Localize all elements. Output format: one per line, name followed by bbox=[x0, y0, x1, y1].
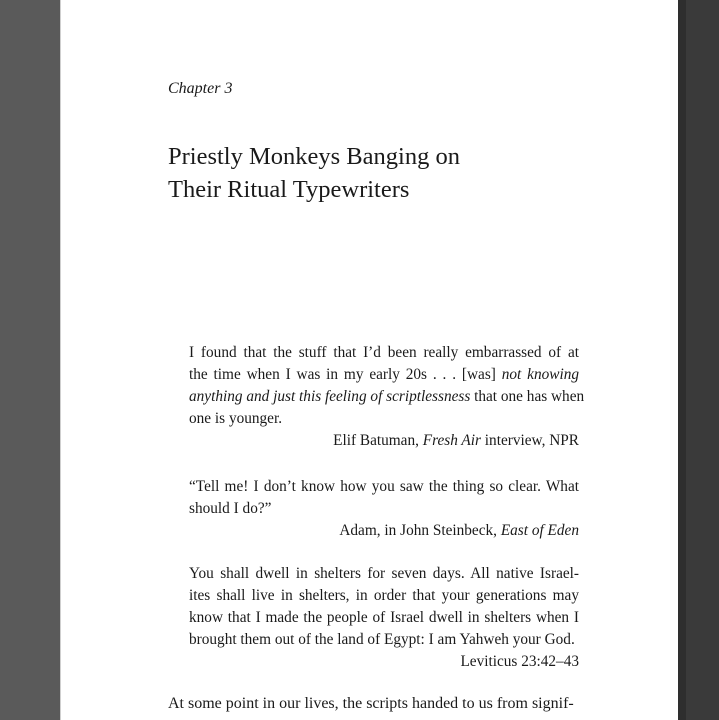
epigraph-line: ites shall live in shelters, in order that your generations may bbox=[189, 587, 579, 604]
body-paragraph-first-line: At some point in our lives, the scripts handed to us from signif- bbox=[168, 695, 574, 712]
epigraph-text: that one has when bbox=[470, 388, 585, 405]
epigraph-line: I found that the stuff that I’d been really embarrassed of at bbox=[189, 344, 579, 361]
epigraph-batuman bbox=[189, 342, 585, 452]
chapter-label: Chapter 3 bbox=[168, 80, 233, 97]
epigraph-line: “Tell me! I don’t know how you saw the thing so clear. What bbox=[189, 478, 579, 495]
attribution-text: Elif Batuman, bbox=[333, 432, 423, 449]
chapter-title-line-2: Their Ritual Typewriters bbox=[168, 176, 410, 203]
epigraph-line: should I do?” bbox=[189, 500, 272, 517]
book-page bbox=[60, 0, 679, 720]
attribution-italic: Fresh Air bbox=[422, 432, 481, 449]
attribution-italic: East of Eden bbox=[500, 522, 579, 539]
epigraph-line: one is younger. bbox=[189, 410, 283, 427]
page-edge-shadow bbox=[678, 0, 686, 720]
epigraph-attribution bbox=[189, 520, 579, 542]
epigraph-italic-text: not knowing bbox=[501, 366, 579, 383]
epigraph-line bbox=[189, 386, 585, 408]
viewer-side-panel bbox=[686, 0, 719, 720]
epigraph-line: know that I made the people of Israel dwell in shelters when I bbox=[189, 609, 579, 626]
epigraph-text: the time when I was in my early 20s . . . [was] bbox=[189, 366, 502, 383]
epigraph-leviticus bbox=[189, 563, 579, 673]
epigraph-steinbeck bbox=[189, 476, 579, 542]
attribution-text: interview, NPR bbox=[480, 432, 579, 449]
epigraph-italic-text: anything and just this feeling of scriptlessness bbox=[189, 388, 471, 405]
epigraph-attribution: Leviticus 23:42–43 bbox=[460, 653, 579, 670]
epigraph-line: You shall dwell in shelters for seven days. All native Israel- bbox=[189, 565, 579, 582]
chapter-title-line-1: Priestly Monkeys Banging on bbox=[168, 143, 460, 170]
epigraph-attribution bbox=[189, 430, 579, 452]
chapter-title bbox=[168, 140, 588, 206]
epigraph-line bbox=[189, 364, 579, 386]
epigraph-line: brought them out of the land of Egypt: I am Yahweh your God. bbox=[189, 631, 575, 648]
attribution-text: Adam, in John Steinbeck, bbox=[339, 522, 501, 539]
